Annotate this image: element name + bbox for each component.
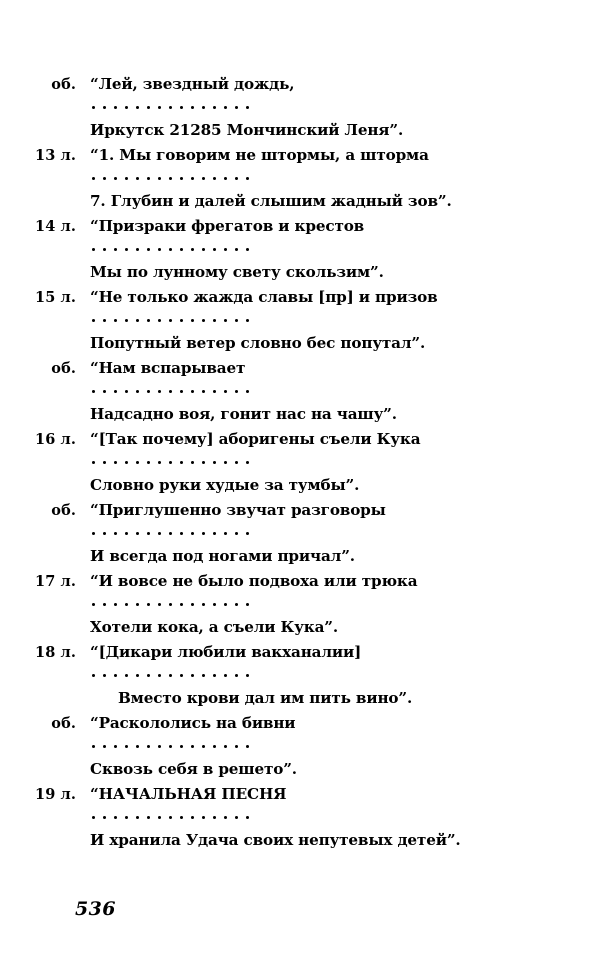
omission-dots xyxy=(86,807,600,828)
omission-dot xyxy=(224,674,227,677)
omission-dot xyxy=(235,319,238,322)
omission-dot xyxy=(125,745,128,748)
omission-dot xyxy=(114,532,117,535)
manuscript-entry xyxy=(0,569,600,640)
manuscript-entry xyxy=(0,640,600,711)
omission-dot xyxy=(213,532,216,535)
omission-dot xyxy=(136,674,139,677)
entry-verse-line-first: “[Так почему] аборигены съели Кука xyxy=(90,430,421,448)
omission-dot xyxy=(169,603,172,606)
omission-dot xyxy=(213,319,216,322)
entry-folio-label: об. xyxy=(51,76,76,93)
omission-dot xyxy=(246,390,249,393)
omission-dot xyxy=(103,248,106,251)
omission-dot xyxy=(114,674,117,677)
entry-folio-label: 13 л. xyxy=(35,147,76,164)
page-number: 536 xyxy=(75,898,116,920)
entry-first-line xyxy=(0,427,600,452)
entry-verse-line-second: Надсадно воя, гонит нас на чашу”. xyxy=(90,405,397,423)
omission-dot xyxy=(235,674,238,677)
omission-dot xyxy=(114,745,117,748)
omission-dot xyxy=(191,674,194,677)
omission-dot xyxy=(180,248,183,251)
omission-dot xyxy=(158,461,161,464)
entry-verse-line-first: “[Дикари любили вакханалии] xyxy=(90,643,362,661)
manuscript-entry xyxy=(0,356,600,427)
omission-dot xyxy=(103,461,106,464)
entry-verse-line-second: Иркутск 21285 Мончинский Леня”. xyxy=(90,121,404,139)
omission-dot xyxy=(125,816,128,819)
omission-dot xyxy=(180,674,183,677)
omission-dot xyxy=(246,319,249,322)
omission-dot xyxy=(169,106,172,109)
omission-dot xyxy=(235,532,238,535)
omission-dot xyxy=(114,390,117,393)
omission-dots-row xyxy=(0,239,600,260)
entry-first-line xyxy=(0,72,600,97)
omission-dot xyxy=(246,461,249,464)
omission-dot xyxy=(213,603,216,606)
entry-folio-label: 18 л. xyxy=(35,644,76,661)
omission-dot xyxy=(191,532,194,535)
omission-dots xyxy=(86,168,600,189)
omission-dot xyxy=(235,390,238,393)
omission-dot xyxy=(169,816,172,819)
entry-verse-line-first: “И вовсе не было подвоха или трюка xyxy=(90,572,418,590)
manuscript-entry xyxy=(0,214,600,285)
omission-dot xyxy=(191,816,194,819)
omission-dots-row xyxy=(0,523,600,544)
omission-dot xyxy=(191,319,194,322)
omission-dot xyxy=(92,461,95,464)
omission-dot xyxy=(158,390,161,393)
entry-first-line xyxy=(0,640,600,665)
omission-dot xyxy=(147,532,150,535)
entry-second-line xyxy=(0,473,600,498)
omission-dot xyxy=(103,745,106,748)
omission-dot xyxy=(202,532,205,535)
omission-dot xyxy=(114,461,117,464)
omission-dot xyxy=(180,106,183,109)
omission-dot xyxy=(224,745,227,748)
omission-dot xyxy=(92,603,95,606)
omission-dot xyxy=(92,177,95,180)
omission-dot xyxy=(224,319,227,322)
omission-dots xyxy=(86,665,600,686)
manuscript-entry xyxy=(0,427,600,498)
omission-dot xyxy=(213,248,216,251)
omission-dot xyxy=(180,532,183,535)
omission-dots-row xyxy=(0,736,600,757)
omission-dot xyxy=(213,674,216,677)
omission-dot xyxy=(235,177,238,180)
omission-dots-row xyxy=(0,665,600,686)
omission-dot xyxy=(103,674,106,677)
omission-dot xyxy=(103,532,106,535)
omission-dot xyxy=(235,461,238,464)
omission-dot xyxy=(169,248,172,251)
omission-dot xyxy=(92,319,95,322)
omission-dot xyxy=(92,816,95,819)
omission-dot xyxy=(125,390,128,393)
omission-dot xyxy=(103,603,106,606)
omission-dot xyxy=(224,390,227,393)
entry-verse-line-second: Словно руки худые за тумбы”. xyxy=(90,476,360,494)
omission-dot xyxy=(136,745,139,748)
omission-dot xyxy=(125,532,128,535)
manuscript-entry xyxy=(0,72,600,143)
manuscript-entry xyxy=(0,498,600,569)
omission-dot xyxy=(125,177,128,180)
omission-dot xyxy=(213,106,216,109)
omission-dot xyxy=(180,603,183,606)
omission-dot xyxy=(136,532,139,535)
omission-dot xyxy=(158,745,161,748)
omission-dot xyxy=(147,177,150,180)
entry-verse-line-second: Попутный ветер словно бес попутал”. xyxy=(90,334,426,352)
omission-dot xyxy=(92,248,95,251)
entry-verse-line-second: Хотели кока, а съели Кука”. xyxy=(90,618,338,636)
omission-dot xyxy=(213,390,216,393)
entry-second-line xyxy=(0,828,600,853)
omission-dot xyxy=(224,461,227,464)
omission-dot xyxy=(147,603,150,606)
omission-dot xyxy=(202,603,205,606)
omission-dot xyxy=(235,106,238,109)
omission-dot xyxy=(235,816,238,819)
omission-dot xyxy=(103,816,106,819)
omission-dot xyxy=(136,177,139,180)
omission-dot xyxy=(136,106,139,109)
entry-list xyxy=(0,72,600,853)
omission-dot xyxy=(125,319,128,322)
omission-dot xyxy=(147,319,150,322)
omission-dot xyxy=(180,177,183,180)
manuscript-entry xyxy=(0,782,600,853)
omission-dot xyxy=(125,248,128,251)
omission-dot xyxy=(213,745,216,748)
omission-dots-row xyxy=(0,807,600,828)
omission-dots xyxy=(86,97,600,118)
omission-dot xyxy=(103,319,106,322)
omission-dot xyxy=(180,745,183,748)
omission-dots xyxy=(86,381,600,402)
omission-dot xyxy=(246,816,249,819)
entry-first-line xyxy=(0,711,600,736)
entry-verse-line-second: И всегда под ногами причал”. xyxy=(90,547,355,565)
omission-dot xyxy=(202,390,205,393)
omission-dot xyxy=(213,461,216,464)
omission-dot xyxy=(114,248,117,251)
omission-dot xyxy=(191,745,194,748)
entry-second-line xyxy=(0,331,600,356)
omission-dot xyxy=(158,319,161,322)
omission-dot xyxy=(147,390,150,393)
omission-dot xyxy=(114,603,117,606)
entry-first-line xyxy=(0,498,600,523)
entry-second-line xyxy=(0,615,600,640)
omission-dot xyxy=(235,745,238,748)
omission-dot xyxy=(202,745,205,748)
entry-first-line xyxy=(0,214,600,239)
entry-folio-label: об. xyxy=(51,360,76,377)
omission-dot xyxy=(136,603,139,606)
omission-dot xyxy=(191,177,194,180)
omission-dot xyxy=(103,106,106,109)
entry-second-line xyxy=(0,118,600,143)
omission-dot xyxy=(92,674,95,677)
entry-second-line xyxy=(0,686,600,711)
omission-dot xyxy=(136,390,139,393)
omission-dot xyxy=(158,674,161,677)
omission-dot xyxy=(224,532,227,535)
omission-dot xyxy=(92,532,95,535)
omission-dot xyxy=(147,674,150,677)
entry-verse-line-first: “НАЧАЛЬНАЯ ПЕСНЯ xyxy=(90,785,287,803)
entry-folio-label: 15 л. xyxy=(35,289,76,306)
omission-dot xyxy=(92,390,95,393)
omission-dot xyxy=(169,461,172,464)
entry-verse-line-second: И хранила Удача своих непутевых детей”. xyxy=(90,831,461,849)
omission-dot xyxy=(191,106,194,109)
omission-dot xyxy=(147,106,150,109)
omission-dot xyxy=(224,248,227,251)
omission-dot xyxy=(246,248,249,251)
omission-dot xyxy=(224,603,227,606)
omission-dot xyxy=(246,106,249,109)
omission-dots-row xyxy=(0,381,600,402)
entry-verse-line-second: Сквозь себя в решето”. xyxy=(90,760,297,778)
omission-dot xyxy=(246,177,249,180)
omission-dots xyxy=(86,239,600,260)
omission-dot xyxy=(158,177,161,180)
omission-dot xyxy=(202,319,205,322)
entry-verse-line-first: “Лей, звездный дождь, xyxy=(90,75,295,93)
omission-dot xyxy=(246,674,249,677)
omission-dot xyxy=(180,816,183,819)
entry-verse-line-second: Мы по лунному свету скользим”. xyxy=(90,263,384,281)
entry-verse-line-first: “Не только жажда славы [пр] и призов xyxy=(90,288,438,306)
omission-dot xyxy=(202,106,205,109)
entry-second-line xyxy=(0,544,600,569)
omission-dot xyxy=(180,319,183,322)
entry-verse-line-second: Вместо крови дал им пить вино”. xyxy=(118,689,413,707)
entry-second-line xyxy=(0,189,600,214)
omission-dot xyxy=(224,816,227,819)
entry-first-line xyxy=(0,569,600,594)
entry-verse-line-first: “Приглушенно звучат разговоры xyxy=(90,501,386,519)
entry-first-line xyxy=(0,356,600,381)
omission-dot xyxy=(147,816,150,819)
entry-folio-label: об. xyxy=(51,715,76,732)
entry-first-line xyxy=(0,143,600,168)
omission-dot xyxy=(136,461,139,464)
omission-dots-row xyxy=(0,452,600,473)
omission-dot xyxy=(213,816,216,819)
omission-dot xyxy=(191,603,194,606)
omission-dot xyxy=(169,674,172,677)
omission-dot xyxy=(191,461,194,464)
manuscript-entry xyxy=(0,285,600,356)
omission-dot xyxy=(213,177,216,180)
entry-first-line xyxy=(0,782,600,807)
omission-dot xyxy=(235,248,238,251)
omission-dot xyxy=(202,248,205,251)
omission-dot xyxy=(158,248,161,251)
omission-dots-row xyxy=(0,97,600,118)
omission-dot xyxy=(224,106,227,109)
entry-folio-label: 14 л. xyxy=(35,218,76,235)
omission-dot xyxy=(125,674,128,677)
omission-dot xyxy=(147,248,150,251)
omission-dot xyxy=(169,390,172,393)
entry-folio-label: 16 л. xyxy=(35,431,76,448)
omission-dot xyxy=(136,816,139,819)
entry-verse-line-first: “Призраки фрегатов и крестов xyxy=(90,217,365,235)
omission-dot xyxy=(202,177,205,180)
omission-dot xyxy=(158,603,161,606)
omission-dots-row xyxy=(0,310,600,331)
manuscript-entry xyxy=(0,143,600,214)
omission-dot xyxy=(136,248,139,251)
omission-dot xyxy=(114,106,117,109)
entry-first-line xyxy=(0,285,600,310)
omission-dot xyxy=(125,461,128,464)
omission-dots xyxy=(86,452,600,473)
omission-dot xyxy=(202,816,205,819)
omission-dots-row xyxy=(0,594,600,615)
omission-dot xyxy=(202,674,205,677)
omission-dot xyxy=(92,745,95,748)
omission-dots xyxy=(86,594,600,615)
entry-folio-label: об. xyxy=(51,502,76,519)
omission-dot xyxy=(180,390,183,393)
omission-dot xyxy=(202,461,205,464)
entry-verse-line-first: “1. Мы говорим не штормы, а шторма xyxy=(90,146,429,164)
omission-dot xyxy=(191,248,194,251)
entry-second-line xyxy=(0,757,600,782)
omission-dot xyxy=(103,390,106,393)
omission-dot xyxy=(114,319,117,322)
manuscript-entry xyxy=(0,711,600,782)
entry-verse-line-second: 7. Глубин и далей слышим жадный зов”. xyxy=(90,192,452,210)
omission-dot xyxy=(147,461,150,464)
omission-dot xyxy=(169,177,172,180)
omission-dot xyxy=(224,177,227,180)
omission-dots xyxy=(86,310,600,331)
entry-second-line xyxy=(0,260,600,285)
entry-folio-label: 19 л. xyxy=(35,786,76,803)
entry-verse-line-first: “Раскололись на бивни xyxy=(90,714,296,732)
omission-dot xyxy=(136,319,139,322)
omission-dot xyxy=(180,461,183,464)
omission-dot xyxy=(169,745,172,748)
omission-dot xyxy=(158,816,161,819)
omission-dot xyxy=(92,106,95,109)
omission-dot xyxy=(125,603,128,606)
omission-dot xyxy=(114,177,117,180)
omission-dots xyxy=(86,523,600,544)
omission-dot xyxy=(246,745,249,748)
omission-dot xyxy=(235,603,238,606)
omission-dot xyxy=(246,603,249,606)
omission-dot xyxy=(169,319,172,322)
omission-dot xyxy=(147,745,150,748)
entry-verse-line-first: “Нам вспарывает xyxy=(90,359,246,377)
omission-dots-row xyxy=(0,168,600,189)
omission-dots xyxy=(86,736,600,757)
omission-dot xyxy=(191,390,194,393)
omission-dot xyxy=(103,177,106,180)
omission-dot xyxy=(246,532,249,535)
entry-folio-label: 17 л. xyxy=(35,573,76,590)
omission-dot xyxy=(158,106,161,109)
omission-dot xyxy=(114,816,117,819)
omission-dot xyxy=(125,106,128,109)
omission-dot xyxy=(158,532,161,535)
entry-second-line xyxy=(0,402,600,427)
omission-dot xyxy=(169,532,172,535)
